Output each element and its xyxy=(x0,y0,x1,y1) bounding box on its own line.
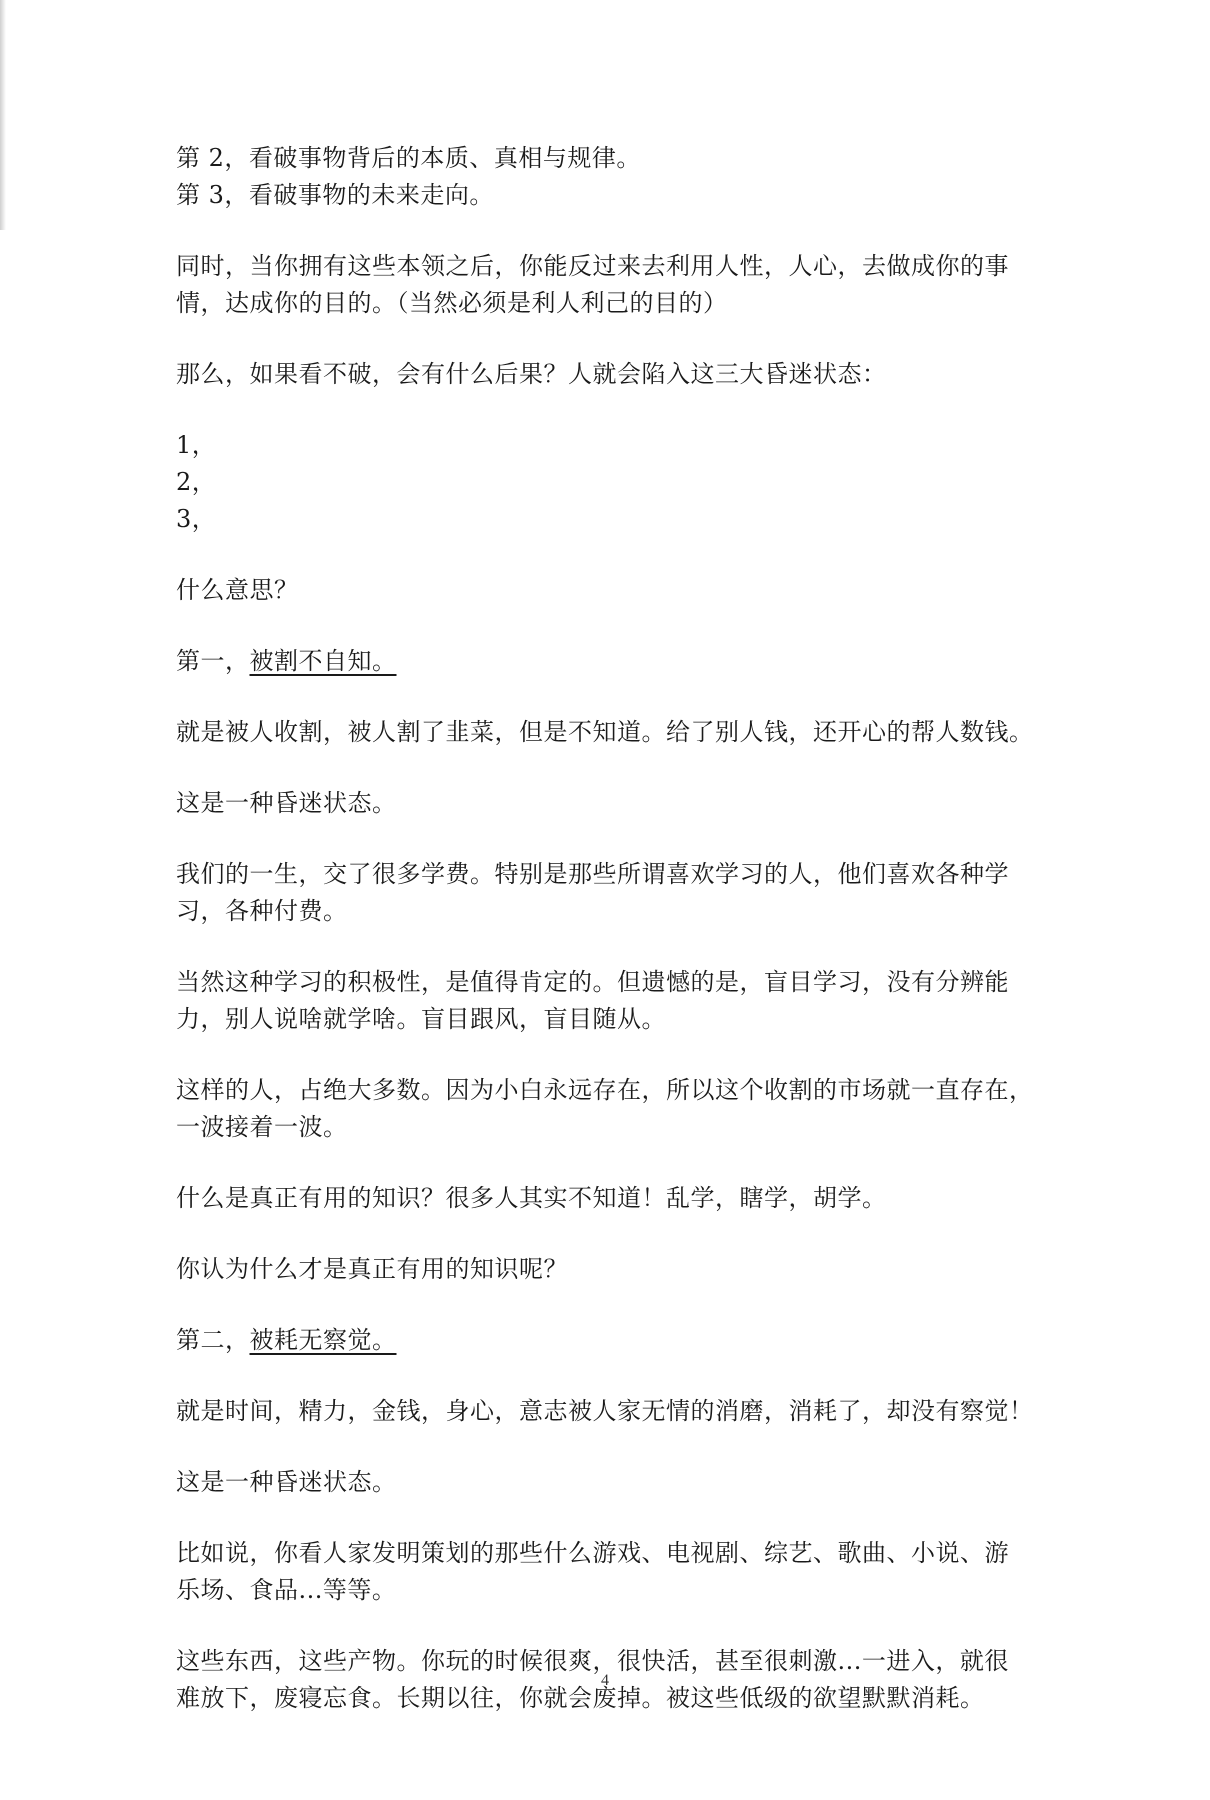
text-line: 力，别人说啥就学啥。盲目跟风，盲目随从。 xyxy=(176,1005,666,1033)
text-line: 乐场、食品...等等。 xyxy=(176,1576,397,1604)
text-line: 一波接着一波。 xyxy=(176,1113,348,1141)
text-line: 第 2，看破事物背后的本质、真相与规律。 xyxy=(176,144,641,172)
heading-prefix: 第二， xyxy=(176,1326,250,1354)
heading-title: 被割不自知。 xyxy=(249,647,397,675)
text-line: 什么意思？ xyxy=(176,576,299,604)
text-line: 难放下，废寝忘食。长期以往，你就会废掉。被这些低级的欲望默默消耗。 xyxy=(176,1684,985,1712)
scan-edge-shadow xyxy=(0,0,6,230)
text-line: 比如说，你看人家发明策划的那些什么游戏、电视剧、综艺、歌曲、小说、游 xyxy=(176,1539,1009,1567)
text-line: 就是被人收割，被人割了韭菜，但是不知道。给了别人钱，还开心的帮人数钱。 xyxy=(176,718,1034,746)
heading-title: 被耗无察觉。 xyxy=(249,1326,397,1354)
text-line: 什么是真正有用的知识？很多人其实不知道！乱学，瞎学，胡学。 xyxy=(176,1184,887,1212)
text-line: 这是一种昏迷状态。 xyxy=(176,1468,397,1496)
heading-prefix: 第一， xyxy=(176,647,250,675)
text-line: 我们的一生，交了很多学费。特别是那些所谓喜欢学习的人，他们喜欢各种学 xyxy=(176,860,1009,888)
text-line: 你认为什么才是真正有用的知识呢？ xyxy=(176,1255,568,1283)
document-body xyxy=(176,140,1056,1717)
text-line: 这样的人，占绝大多数。因为小白永远存在，所以这个收割的市场就一直存在， xyxy=(176,1076,1034,1104)
section-heading-1 xyxy=(176,643,1056,680)
text-line: 习，各种付费。 xyxy=(176,897,348,925)
list-item: 2， xyxy=(176,468,217,496)
text-line: 第 3，看破事物的未来走向。 xyxy=(176,181,494,209)
list-item: 1， xyxy=(176,431,217,459)
list-item: 3， xyxy=(176,505,217,533)
text-line: 这些东西，这些产物。你玩的时候很爽，很快活，甚至很刺激...一进入，就很 xyxy=(176,1647,1009,1675)
text-line: 就是时间，精力，金钱，身心，意志被人家无情的消磨，消耗了，却没有察觉！ xyxy=(176,1397,1034,1425)
text-line: 情，达成你的目的。（当然必须是利人利己的目的） xyxy=(176,289,728,317)
section-heading-2 xyxy=(176,1322,1056,1359)
page-number: 4 xyxy=(601,1672,609,1689)
text-line: 当然这种学习的积极性，是值得肯定的。但遗憾的是，盲目学习，没有分辨能 xyxy=(176,968,1009,996)
text-line: 这是一种昏迷状态。 xyxy=(176,789,397,817)
text-line: 同时，当你拥有这些本领之后，你能反过来去利用人性，人心，去做成你的事 xyxy=(176,252,1009,280)
text-line: 那么，如果看不破，会有什么后果？人就会陷入这三大昏迷状态： xyxy=(176,360,887,388)
